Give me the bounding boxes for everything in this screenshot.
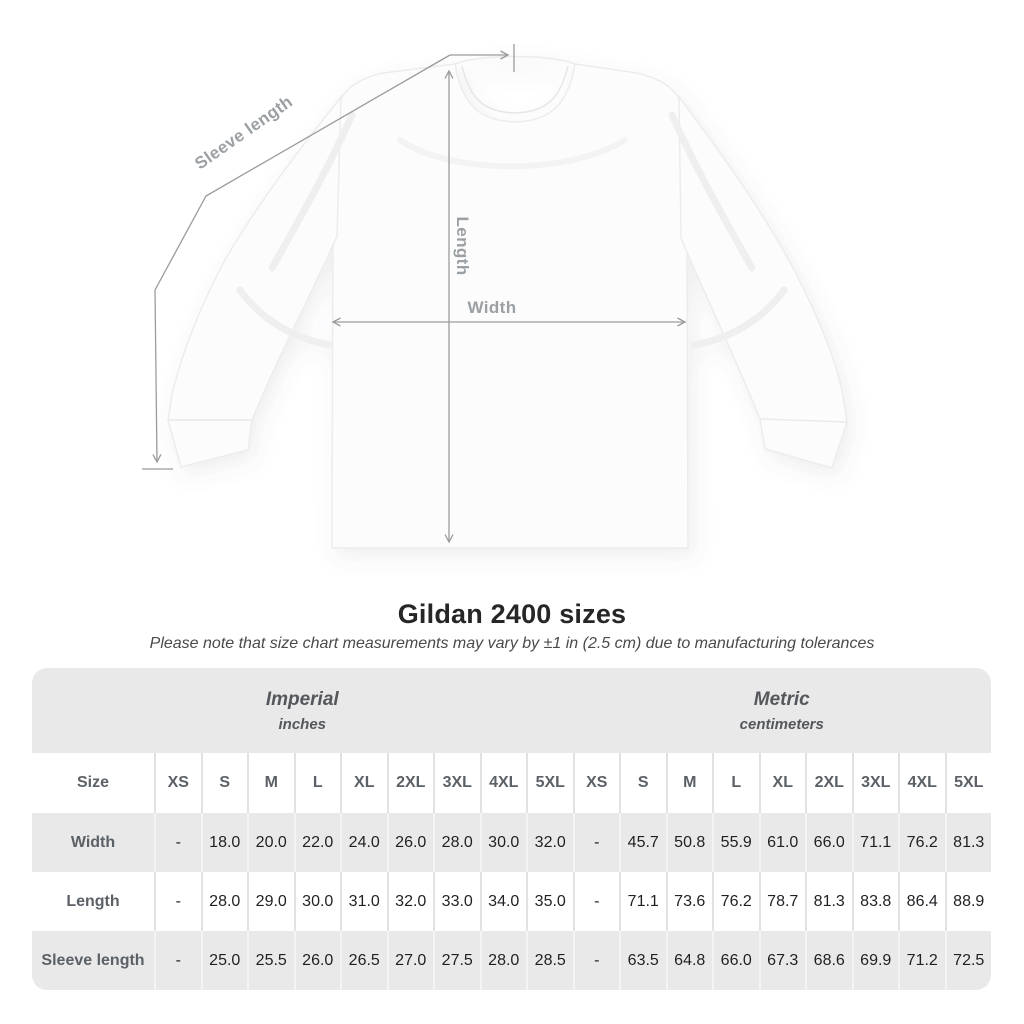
- value-cell: 78.7: [759, 872, 806, 931]
- size-column-header: XL: [340, 753, 387, 813]
- value-cell: 88.9: [945, 872, 992, 931]
- value-cell: -: [154, 813, 201, 872]
- size-column-header: 2XL: [387, 753, 434, 813]
- value-cell: 69.9: [852, 931, 899, 990]
- size-column-header: L: [712, 753, 759, 813]
- row-label: Length: [32, 872, 154, 931]
- size-table: [32, 668, 991, 990]
- table-row: [32, 931, 991, 990]
- size-column-header: M: [247, 753, 294, 813]
- value-cell: 76.2: [712, 872, 759, 931]
- value-cell: 28.0: [480, 931, 527, 990]
- page-title: Gildan 2400 sizes: [397, 599, 627, 629]
- size-column-title: Size: [32, 753, 154, 813]
- value-cell: 28.0: [201, 872, 248, 931]
- size-column-header: S: [619, 753, 666, 813]
- sleeve-length-label: Sleeve length: [191, 91, 297, 174]
- table-row: [32, 872, 991, 931]
- length-label: Length: [453, 216, 472, 276]
- table-body: [32, 813, 991, 990]
- size-column-header: L: [294, 753, 341, 813]
- value-cell: 71.1: [619, 872, 666, 931]
- value-cell: 35.0: [526, 872, 573, 931]
- metric-subtitle: centimeters: [739, 715, 824, 733]
- row-label: Sleeve length: [32, 931, 154, 990]
- value-cell: 32.0: [387, 872, 434, 931]
- value-cell: 81.3: [805, 872, 852, 931]
- size-header-row: [32, 753, 991, 813]
- value-cell: 31.0: [340, 872, 387, 931]
- value-cell: 50.8: [666, 813, 713, 872]
- size-column-header: 3XL: [852, 753, 899, 813]
- size-column-header: S: [201, 753, 248, 813]
- value-cell: 63.5: [619, 931, 666, 990]
- value-cell: 61.0: [759, 813, 806, 872]
- units-band-row: [32, 668, 991, 753]
- value-cell: 25.5: [247, 931, 294, 990]
- value-cell: 72.5: [945, 931, 992, 990]
- value-cell: -: [573, 813, 620, 872]
- value-cell: 32.0: [526, 813, 573, 872]
- value-cell: 73.6: [666, 872, 713, 931]
- value-cell: 76.2: [898, 813, 945, 872]
- value-cell: 30.0: [480, 813, 527, 872]
- value-cell: 81.3: [945, 813, 992, 872]
- value-cell: 26.5: [340, 931, 387, 990]
- value-cell: 66.0: [712, 931, 759, 990]
- value-cell: -: [154, 872, 201, 931]
- value-cell: 86.4: [898, 872, 945, 931]
- table-row: [32, 813, 991, 872]
- page-subtitle: Please note that size chart measurements may vary by ±1 in (2.5 cm) due to manufacturing tolerances: [149, 635, 875, 652]
- value-cell: 55.9: [712, 813, 759, 872]
- imperial-subtitle: inches: [278, 715, 327, 733]
- value-cell: 25.0: [201, 931, 248, 990]
- size-column-header: XS: [573, 753, 620, 813]
- value-cell: 45.7: [619, 813, 666, 872]
- width-label: Width: [467, 298, 517, 317]
- row-label: Width: [32, 813, 154, 872]
- size-column-header: 4XL: [898, 753, 945, 813]
- value-cell: 26.0: [294, 931, 341, 990]
- metric-section-header: [573, 668, 992, 753]
- value-cell: -: [573, 872, 620, 931]
- value-cell: -: [573, 931, 620, 990]
- value-cell: 27.5: [433, 931, 480, 990]
- size-column-header: XL: [759, 753, 806, 813]
- value-cell: 20.0: [247, 813, 294, 872]
- value-cell: 64.8: [666, 931, 713, 990]
- value-cell: 68.6: [805, 931, 852, 990]
- size-column-header: 5XL: [945, 753, 992, 813]
- value-cell: 34.0: [480, 872, 527, 931]
- value-cell: 29.0: [247, 872, 294, 931]
- value-cell: 18.0: [201, 813, 248, 872]
- value-cell: -: [154, 931, 201, 990]
- imperial-title: Imperial: [265, 688, 339, 710]
- value-cell: 66.0: [805, 813, 852, 872]
- value-cell: 24.0: [340, 813, 387, 872]
- value-cell: 67.3: [759, 931, 806, 990]
- value-cell: 27.0: [387, 931, 434, 990]
- value-cell: 22.0: [294, 813, 341, 872]
- value-cell: 28.5: [526, 931, 573, 990]
- value-cell: 28.0: [433, 813, 480, 872]
- value-cell: 26.0: [387, 813, 434, 872]
- metric-title: Metric: [753, 688, 810, 710]
- size-column-header: 2XL: [805, 753, 852, 813]
- imperial-section-header: [32, 668, 573, 753]
- value-cell: 71.2: [898, 931, 945, 990]
- value-cell: 33.0: [433, 872, 480, 931]
- size-column-header: 3XL: [433, 753, 480, 813]
- size-column-header: 5XL: [526, 753, 573, 813]
- value-cell: 71.1: [852, 813, 899, 872]
- size-column-header: XS: [154, 753, 201, 813]
- size-column-header: 4XL: [480, 753, 527, 813]
- value-cell: 83.8: [852, 872, 899, 931]
- size-column-header: M: [666, 753, 713, 813]
- value-cell: 30.0: [294, 872, 341, 931]
